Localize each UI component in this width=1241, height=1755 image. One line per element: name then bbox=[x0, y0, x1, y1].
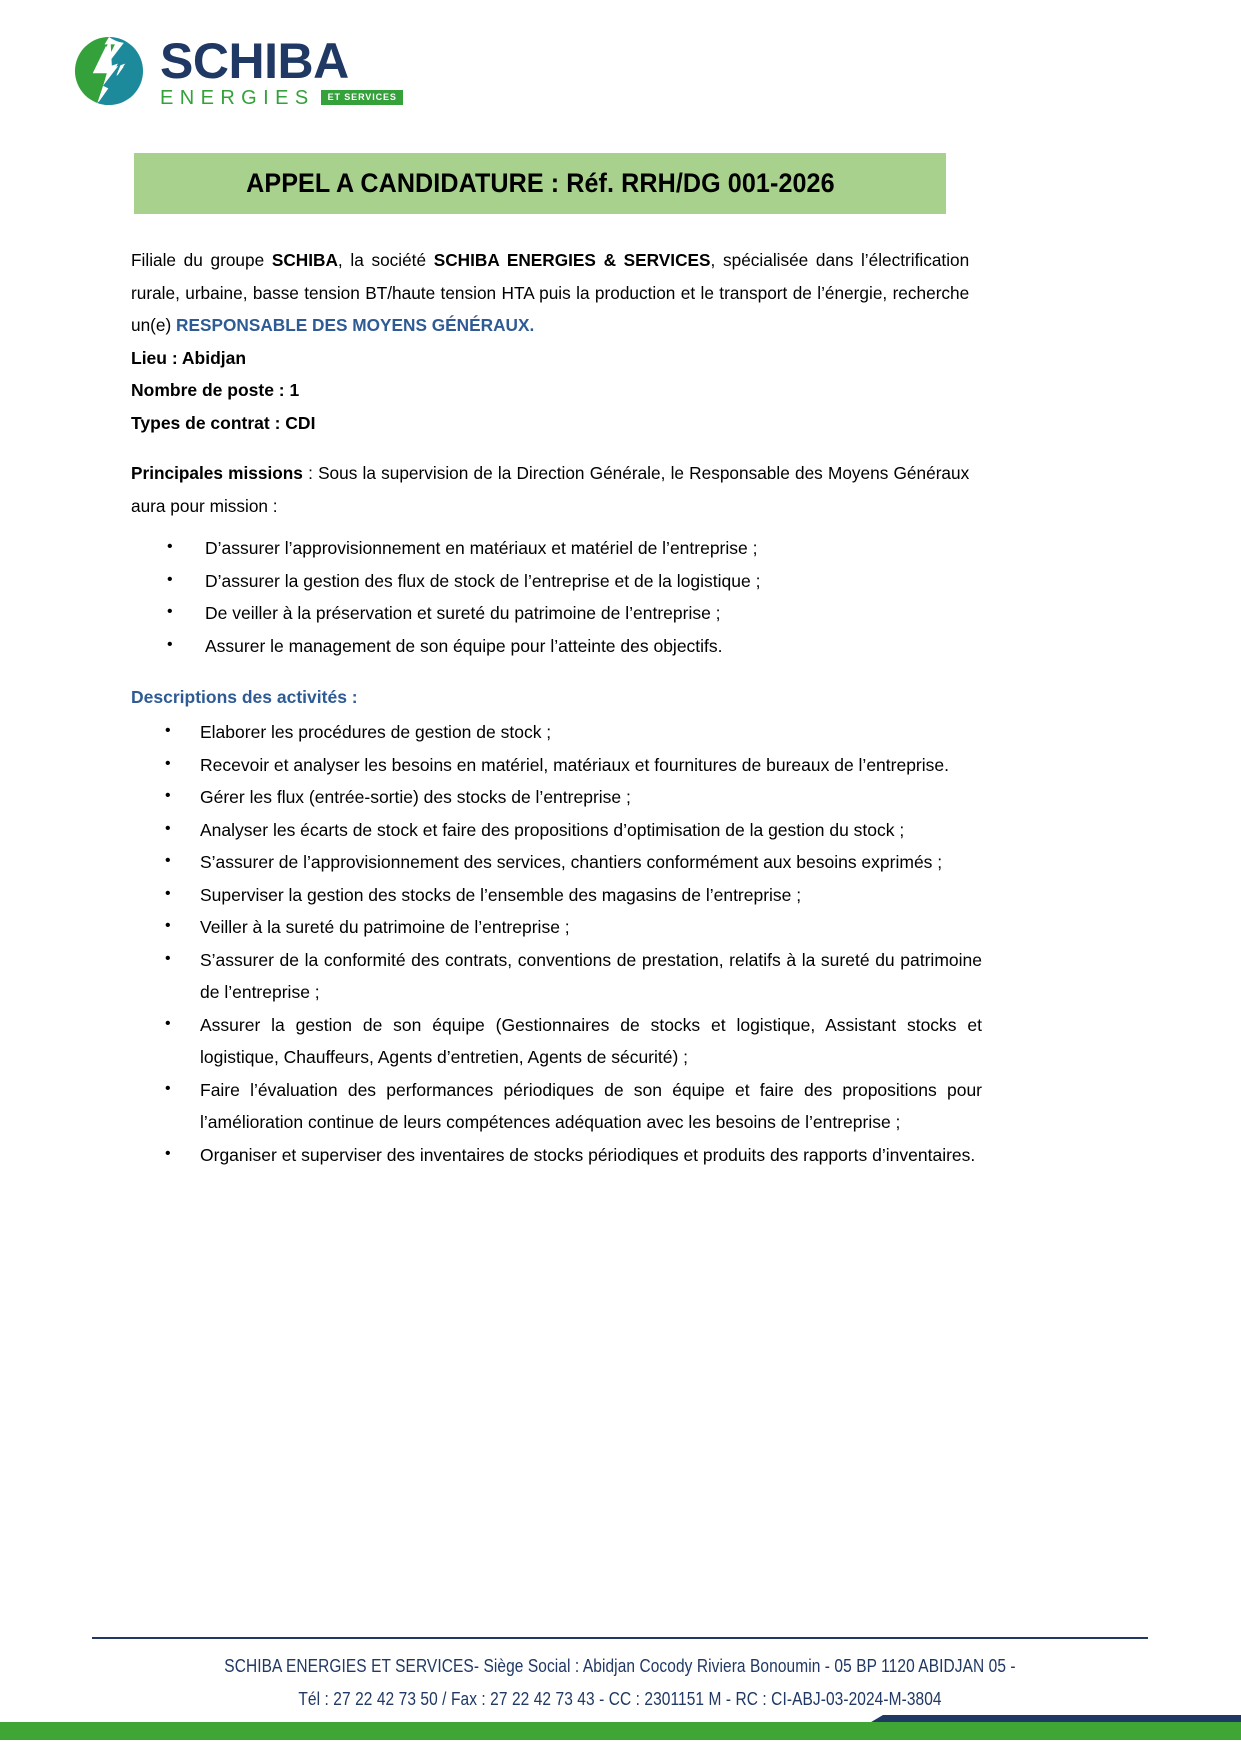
list-item: • S’assurer de la conformité des contrats, conventions de prestation, relatifs à la sureté du patrimoine de l’entreprise ; bbox=[131, 944, 982, 1009]
intro-text-2: , la société bbox=[337, 250, 434, 270]
intro-bold-company: SCHIBA ENERGIES & SERVICES bbox=[433, 250, 711, 270]
footer-address-line: SCHIBA ENERGIES ET SERVICES- Siège Social : Abidjan Cocody Riviera Bonoumin - 05 BP 1120 ABIDJAN 05 - bbox=[224, 1656, 1016, 1676]
detail-nombre-poste: Nombre de poste : 1 bbox=[131, 380, 300, 400]
footer-decorative-bars bbox=[0, 1710, 1241, 1755]
logo-tag-badge: ET SERVICES bbox=[321, 90, 403, 105]
list-item: • Organiser et superviser des inventaires de stocks périodiques et produits des rapports d’inventaires. bbox=[131, 1139, 982, 1172]
list-item: • D’assurer l’approvisionnement en matériaux et matériel de l’entreprise ; bbox=[131, 532, 982, 565]
intro-text-3: , spécialisée dans l’électrification rurale, urbaine, basse tension BT/haute tension HTA puis la production et le transport de l’énergie, recherche un(e) bbox=[131, 250, 970, 335]
list-item: • Assurer le management de son équipe pour l’atteinte des objectifs. bbox=[131, 630, 982, 663]
detail-type-contrat: Types de contrat : CDI bbox=[131, 412, 316, 433]
missions-list bbox=[131, 532, 982, 662]
job-role-title: RESPONSABLE DES MOYENS GÉNÉRAUX. bbox=[176, 315, 535, 335]
activities-heading: Descriptions des activités : bbox=[131, 687, 358, 707]
list-item: • D’assurer la gestion des flux de stock de l’entreprise et de la logistique ; bbox=[131, 565, 982, 598]
list-item: • Gérer les flux (entrée-sortie) des stocks de l’entreprise ; bbox=[131, 781, 982, 814]
footer-divider bbox=[92, 1637, 1148, 1639]
document-body bbox=[131, 244, 982, 1171]
list-item: • Veiller à la sureté du patrimoine de l’entreprise ; bbox=[131, 911, 982, 944]
list-item: • Analyser les écarts de stock et faire des propositions d’optimisation de la gestion du stock ; bbox=[131, 814, 982, 847]
list-item: • Superviser la gestion des stocks de l’ensemble des magasins de l’entreprise ; bbox=[131, 879, 982, 912]
intro-paragraph bbox=[131, 244, 969, 342]
document-header bbox=[72, 32, 397, 126]
activities-list bbox=[131, 716, 982, 1171]
title-banner bbox=[134, 153, 946, 214]
intro-bold-schiba: SCHIBA bbox=[271, 250, 338, 270]
logo-brand-text: SCHIBA bbox=[160, 32, 349, 89]
missions-text: : Sous la supervision de la Direction Générale, le Responsable des Moyens Généraux aura pour mission : bbox=[131, 463, 970, 516]
footer-green-bar bbox=[0, 1722, 1241, 1740]
footer-contact-block bbox=[92, 1650, 1148, 1716]
detail-lieu: Lieu : Abidjan bbox=[131, 347, 247, 368]
logo-sub-text: ENERGIES bbox=[160, 86, 315, 109]
logo-wordmark bbox=[160, 32, 403, 109]
list-item: • Elaborer les procédures de gestion de stock ; bbox=[131, 716, 982, 749]
page-title: APPEL A CANDIDATURE : Réf. RRH/DG 001-2026 bbox=[245, 168, 835, 198]
intro-text-1: Filiale du groupe bbox=[131, 250, 272, 270]
missions-label: Principales missions bbox=[131, 463, 303, 483]
list-item: • De veiller à la préservation et sureté du patrimoine de l’entreprise ; bbox=[131, 597, 982, 630]
list-item: • Faire l’évaluation des performances périodiques de son équipe et faire des propositions pour l’amélioration continue de leurs compétences adéquation avec les besoins de l’entreprise ; bbox=[131, 1074, 982, 1139]
schiba-circle-bolt-logo-icon bbox=[72, 34, 146, 108]
missions-paragraph bbox=[131, 457, 969, 522]
footer-legal-line: Tél : 27 22 42 73 50 / Fax : 27 22 42 73 43 - CC : 2301151 M - RC : CI-ABJ-03-2024-M-3804 bbox=[298, 1689, 942, 1709]
list-item: • S’assurer de l’approvisionnement des services, chantiers conformément aux besoins exprimés ; bbox=[131, 846, 982, 879]
list-item: • Recevoir et analyser les besoins en matériel, matériaux et fournitures de bureaux de l’entreprise. bbox=[131, 749, 982, 782]
list-item: • Assurer la gestion de son équipe (Gestionnaires de stocks et logistique, Assistant stocks et logistique, Chauffeurs, Agents d’entretien, Agents de sécurité) ; bbox=[131, 1009, 982, 1074]
company-logo bbox=[72, 32, 397, 109]
